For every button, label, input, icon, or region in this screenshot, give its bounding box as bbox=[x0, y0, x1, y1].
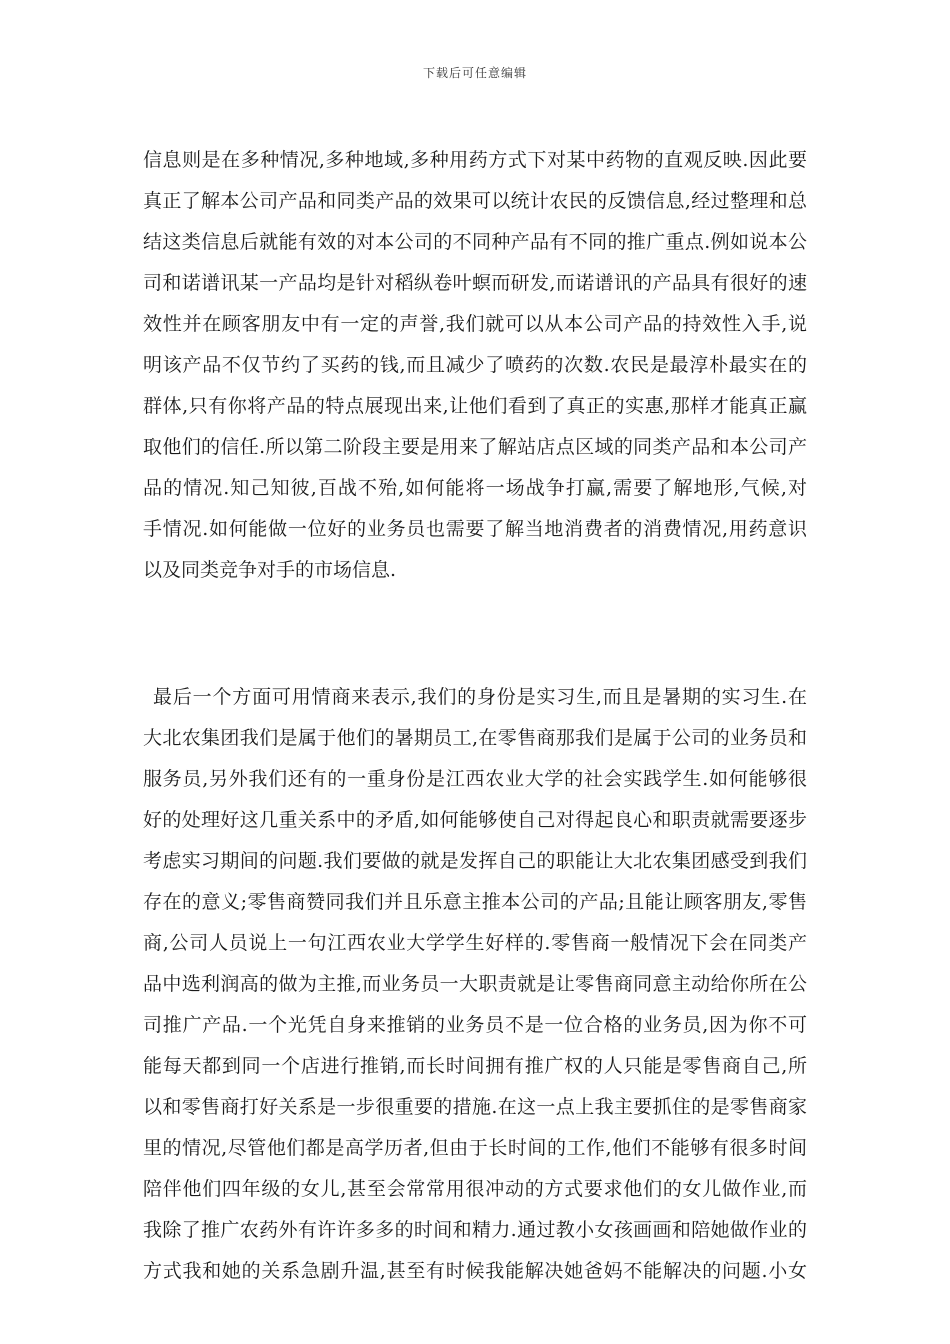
text-line: 商,公司人员说上一句江西农业大学学生好样的.零售商一般情况下会在同类产 bbox=[143, 932, 807, 954]
text-line: 方式我和她的关系急剧升温,甚至有时候我能解决她爸妈不能解决的问题.小女 bbox=[143, 1260, 807, 1282]
text-line: 效性并在顾客朋友中有一定的声誉,我们就可以从本公司产品的持效性入手,说 bbox=[143, 313, 807, 335]
text-line: 以和零售商打好关系是一步很重要的措施.在这一点上我主要抓住的是零售商家 bbox=[143, 1096, 807, 1118]
text-line: 大北农集团我们是属于他们的暑期员工,在零售商那我们是属于公司的业务员和 bbox=[143, 727, 807, 749]
text-line: 真正了解本公司产品和同类产品的效果可以统计农民的反馈信息,经过整理和总 bbox=[143, 190, 807, 212]
text-line: 品中选利润高的做为主推,而业务员一大职责就是让零售商同意主动给你所在公 bbox=[143, 973, 807, 995]
text-line: 好的处理好这几重关系中的矛盾,如何能够使自己对得起良心和职责就需要逐步 bbox=[143, 809, 807, 831]
text-line: 明该产品不仅节约了买药的钱,而且减少了喷药的次数.农民是最淳朴最实在的 bbox=[143, 354, 807, 376]
text-line: 最后一个方面可用情商来表示,我们的身份是实习生,而且是暑期的实习生.在 bbox=[153, 686, 807, 708]
text-line: 结这类信息后就能有效的对本公司的不同种产品有不同的推广重点.例如说本公 bbox=[143, 231, 807, 253]
text-line: 群体,只有你将产品的特点展现出来,让他们看到了真正的实惠,那样才能真正赢 bbox=[143, 395, 807, 417]
text-line: 我除了推广农药外有许许多多的时间和精力.通过教小女孩画画和陪她做作业的 bbox=[143, 1219, 807, 1241]
text-line: 考虑实习期间的问题.我们要做的就是发挥自己的职能让大北农集团感受到我们 bbox=[143, 850, 807, 872]
text-line: 里的情况,尽管他们都是高学历者,但由于长时间的工作,他们不能够有很多时间 bbox=[143, 1137, 807, 1159]
text-line: 存在的意义;零售商赞同我们并且乐意主推本公司的产品;且能让顾客朋友,零售 bbox=[143, 891, 807, 913]
page-header: 下载后可任意编辑 bbox=[422, 66, 527, 80]
text-line: 陪伴他们四年级的女儿,甚至会常常用很冲动的方式要求他们的女儿做作业,而 bbox=[143, 1178, 807, 1200]
text-line: 能每天都到同一个店进行推销,而长时间拥有推广权的人只能是零售商自己,所 bbox=[143, 1055, 807, 1077]
text-line: 以及同类竞争对手的市场信息. bbox=[143, 559, 397, 581]
text-line: 司推广产品.一个光凭自身来推销的业务员不是一位合格的业务员,因为你不可 bbox=[143, 1014, 807, 1036]
text-line: 取他们的信任.所以第二阶段主要是用来了解站店点区域的同类产品和本公司产 bbox=[143, 436, 807, 458]
text-line: 服务员,另外我们还有的一重身份是江西农业大学的社会实践学生.如何能够很 bbox=[143, 768, 807, 790]
text-line: 信息则是在多种情况,多种地域,多种用药方式下对某中药物的直观反映.因此要 bbox=[143, 149, 807, 171]
text-line: 司和诺谱讯某一产品均是针对稻纵卷叶螟而研发,而诺谱讯的产品具有很好的速 bbox=[143, 272, 807, 294]
text-line: 品的情况.知己知彼,百战不殆,如何能将一场战争打赢,需要了解地形,气候,对 bbox=[143, 477, 807, 499]
text-line: 手情况.如何能做一位好的业务员也需要了解当地消费者的消费情况,用药意识 bbox=[143, 518, 807, 540]
